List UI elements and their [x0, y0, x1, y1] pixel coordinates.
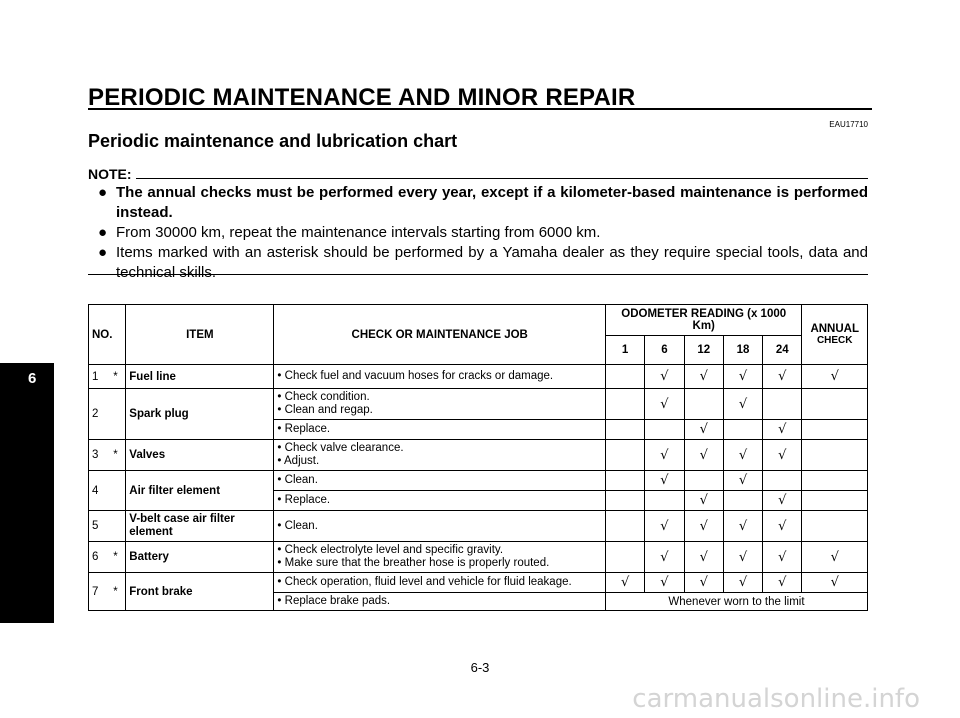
note-divider — [136, 178, 868, 179]
check-mark: √ — [645, 542, 684, 573]
check-mark: √ — [723, 573, 762, 593]
check-mark: √ — [723, 440, 762, 471]
check-mark: √ — [645, 471, 684, 491]
chapter-tab: 6 — [0, 363, 54, 623]
section-title: PERIODIC MAINTENANCE AND MINOR REPAIR — [88, 84, 636, 111]
note-label: NOTE: — [88, 166, 132, 182]
check-mark: √ — [763, 365, 802, 389]
header-divider — [88, 108, 872, 110]
check-mark: √ — [645, 440, 684, 471]
col-header-no: NO. — [89, 305, 126, 365]
whenever-note: Whenever worn to the limit — [605, 593, 867, 611]
page-subtitle: Periodic maintenance and lubrication chart — [88, 131, 458, 151]
check-mark: √ — [723, 471, 762, 491]
check-mark: √ — [723, 365, 762, 389]
table-row: • Replace brake pads. Whenever worn to the limit — [89, 593, 868, 611]
table-row: 5 V-belt case air filter element • Clean. √ √ √ √ — [89, 511, 868, 542]
bullet-icon: ● — [98, 184, 108, 201]
check-mark: √ — [684, 542, 723, 573]
check-mark: √ — [723, 542, 762, 573]
check-mark: √ — [763, 573, 802, 593]
check-mark: √ — [763, 491, 802, 511]
check-mark: √ — [645, 573, 684, 593]
col-header-job: CHECK OR MAINTENANCE JOB — [274, 305, 606, 365]
col-header-odometer: ODOMETER READING (x 1000 Km) — [605, 305, 801, 336]
watermark: carmanualsonline.info — [632, 684, 920, 714]
check-mark: √ — [684, 420, 723, 440]
odo-col-12: 12 — [684, 336, 723, 365]
table-row: 3 * Valves • Check valve clearance. • Adjust. √ √ √ √ — [89, 440, 868, 471]
table-row: 7 * Front brake • Check operation, fluid level and vehicle for fluid leakage. √ √ √ √ √ √ — [89, 573, 868, 593]
check-mark: √ — [763, 440, 802, 471]
bullet-icon: ● — [98, 224, 108, 241]
table-row: • Replace. √ √ — [89, 420, 868, 440]
check-mark: √ — [802, 365, 868, 389]
bullet-icon: ● — [98, 244, 108, 261]
table-row: • Replace. √ √ — [89, 491, 868, 511]
check-mark: √ — [763, 542, 802, 573]
check-mark: √ — [645, 365, 684, 389]
check-mark: √ — [684, 573, 723, 593]
col-header-annual: ANNUAL CHECK — [802, 305, 868, 365]
note-bullet: ● The annual checks must be performed every year, except if a kilometer-based maintenance is performed instead. — [98, 184, 868, 221]
odo-col-6: 6 — [645, 336, 684, 365]
note-end-divider — [88, 274, 868, 275]
check-mark: √ — [802, 542, 868, 573]
table-row: 6 * Battery • Check electrolyte level and specific gravity. • Make sure that the breather hose is properly routed. √ √ √ √ √ — [89, 542, 868, 573]
check-mark: √ — [684, 365, 723, 389]
check-mark: √ — [684, 440, 723, 471]
check-mark: √ — [763, 511, 802, 542]
table-row: 4 Air filter element • Clean. √ √ — [89, 471, 868, 491]
note-bullet: ● Items marked with an asterisk should be performed by a Yamaha dealer as they require special tools, data and technical skills. — [98, 244, 868, 281]
odo-col-1: 1 — [605, 336, 644, 365]
table-row: 2 Spark plug • Check condition. • Clean and regap. √ √ — [89, 389, 868, 420]
check-mark: √ — [802, 573, 868, 593]
page-number: 6-3 — [470, 660, 490, 675]
table-row: 1 * Fuel line • Check fuel and vacuum hoses for cracks or damage. √ √ √ √ √ — [89, 365, 868, 389]
maintenance-chart — [88, 304, 868, 611]
document-code: EAU17710 — [829, 120, 868, 129]
check-mark: √ — [723, 389, 762, 420]
odo-col-24: 24 — [763, 336, 802, 365]
check-mark: √ — [645, 511, 684, 542]
col-header-item: ITEM — [126, 305, 274, 365]
check-mark: √ — [684, 491, 723, 511]
check-mark: √ — [645, 389, 684, 420]
check-mark: √ — [763, 420, 802, 440]
odo-col-18: 18 — [723, 336, 762, 365]
check-mark: √ — [605, 573, 644, 593]
note-bullet: ● From 30000 km, repeat the maintenance intervals starting from 6000 km. — [98, 224, 601, 241]
note-bullets — [98, 183, 868, 283]
check-mark: √ — [723, 511, 762, 542]
check-mark: √ — [684, 511, 723, 542]
